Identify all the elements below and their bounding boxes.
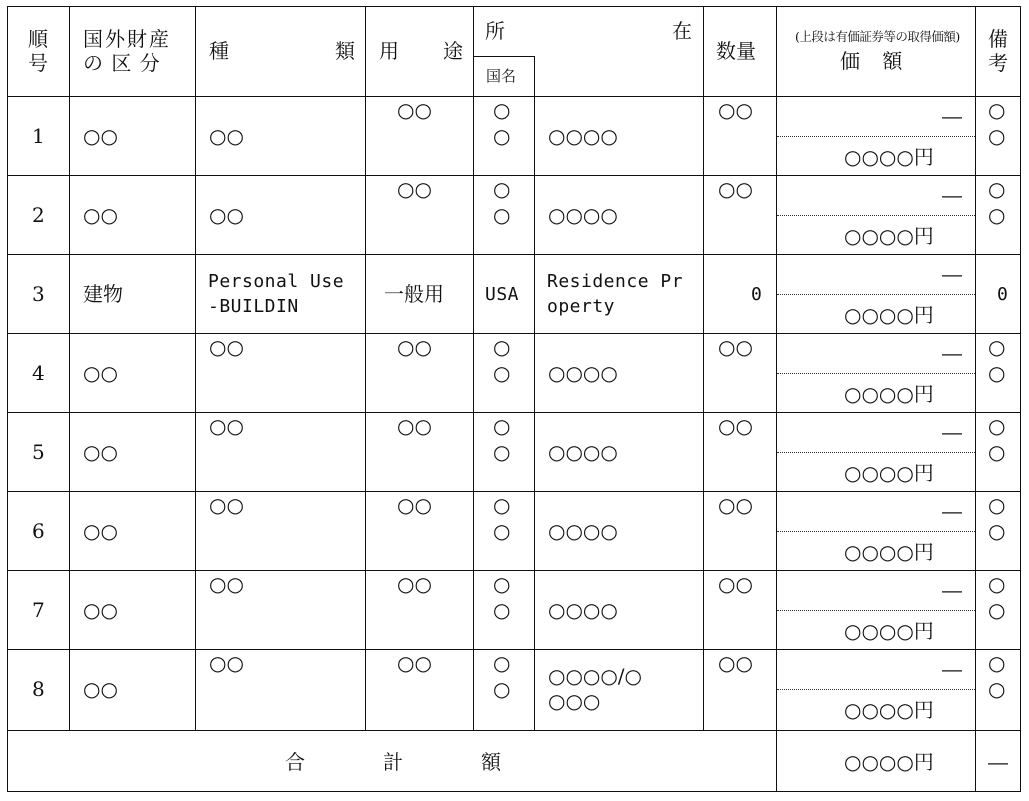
asset-use: ○○ bbox=[397, 335, 432, 359]
country-1: ○ bbox=[493, 493, 511, 517]
asset-location: ○○○○ bbox=[548, 361, 618, 385]
price-divider bbox=[777, 689, 975, 690]
total-label-2: 計 bbox=[383, 750, 403, 774]
column-line bbox=[365, 6, 366, 730]
remarks: 0 bbox=[997, 284, 1009, 305]
country-2: ○ bbox=[493, 361, 511, 385]
acquisition-price: ― bbox=[942, 262, 962, 286]
asset-location-2: operty bbox=[547, 296, 616, 317]
row-line bbox=[7, 570, 1021, 571]
asset-location: ○○○○ bbox=[548, 124, 618, 148]
row-number: 5 bbox=[32, 440, 45, 464]
remarks-1: ○ bbox=[988, 651, 1006, 675]
remarks-1: ○ bbox=[988, 572, 1006, 596]
acquisition-price: ― bbox=[942, 420, 962, 444]
asset-location-1: Residence Pr bbox=[547, 271, 684, 292]
header-use bbox=[379, 40, 463, 62]
asset-kind: ○○ bbox=[209, 493, 244, 517]
asset-category: ○○ bbox=[83, 677, 118, 701]
country-1: ○ bbox=[493, 414, 511, 438]
column-line bbox=[195, 6, 196, 730]
total-remarks: ― bbox=[988, 750, 1008, 774]
row-number: 4 bbox=[32, 361, 45, 385]
row-number: 7 bbox=[32, 598, 45, 622]
row-number: 3 bbox=[32, 282, 45, 306]
country-2: ○ bbox=[493, 519, 511, 543]
header-location-a: 所 bbox=[485, 19, 505, 43]
asset-quantity: 0 bbox=[751, 284, 763, 305]
column-line bbox=[703, 6, 704, 730]
row-line bbox=[7, 491, 1021, 492]
acquisition-price: ― bbox=[942, 499, 962, 523]
row-number: 2 bbox=[32, 203, 45, 227]
asset-use: 一般用 bbox=[384, 282, 444, 306]
remarks-2: ○ bbox=[988, 361, 1006, 385]
row-number: 8 bbox=[32, 677, 45, 701]
country-2: ○ bbox=[493, 203, 511, 227]
asset-category: ○○ bbox=[83, 440, 118, 464]
column-line bbox=[69, 6, 70, 730]
asset-use: ○○ bbox=[397, 572, 432, 596]
price-divider bbox=[777, 373, 975, 374]
country-1: ○ bbox=[493, 98, 511, 122]
asset-quantity: ○○ bbox=[718, 651, 753, 675]
asset-kind-2: -BUILDIN bbox=[208, 296, 299, 317]
country-2: ○ bbox=[493, 124, 511, 148]
price-column-line bbox=[776, 6, 777, 792]
header-use-a: 用 bbox=[379, 39, 399, 63]
asset-use: ○○ bbox=[397, 651, 432, 675]
acquisition-price: ― bbox=[942, 657, 962, 681]
country-column-line bbox=[534, 56, 535, 730]
country-2: ○ bbox=[493, 598, 511, 622]
asset-use: ○○ bbox=[397, 414, 432, 438]
price-divider bbox=[777, 215, 975, 216]
remarks-2: ○ bbox=[988, 440, 1006, 464]
price-divider bbox=[777, 294, 975, 295]
table-border-left bbox=[7, 6, 8, 792]
country-1: ○ bbox=[493, 651, 511, 675]
asset-use: ○○ bbox=[397, 98, 432, 122]
header-bottom-line bbox=[7, 96, 1021, 97]
total-top-line bbox=[7, 730, 1021, 731]
asset-location-2: ○○○ bbox=[548, 689, 601, 713]
remarks-2: ○ bbox=[988, 124, 1006, 148]
remarks-1: ○ bbox=[988, 493, 1006, 517]
remarks-column-line bbox=[975, 6, 976, 792]
header-remarks-1: 備 bbox=[988, 27, 1008, 51]
asset-kind: ○○ bbox=[209, 335, 244, 359]
table-border-top bbox=[7, 6, 1021, 7]
asset-quantity: ○○ bbox=[718, 177, 753, 201]
price-divider bbox=[777, 531, 975, 532]
header-seq-2: 号 bbox=[28, 51, 48, 75]
asset-location: ○○○○ bbox=[548, 519, 618, 543]
asset-price: ○○○○円 bbox=[844, 461, 934, 485]
total-label bbox=[285, 751, 501, 773]
header-category-1: 国外財産 bbox=[83, 27, 171, 51]
header-kind bbox=[209, 40, 355, 62]
asset-category: ○○ bbox=[83, 361, 118, 385]
acquisition-price: ― bbox=[942, 341, 962, 365]
column-line bbox=[473, 6, 474, 730]
asset-category: 建物 bbox=[83, 282, 123, 306]
asset-price: ○○○○円 bbox=[844, 382, 934, 406]
acquisition-price: ― bbox=[942, 104, 962, 128]
country-2: ○ bbox=[493, 677, 511, 701]
header-location-b: 在 bbox=[672, 19, 692, 43]
asset-category: ○○ bbox=[83, 519, 118, 543]
asset-quantity: ○○ bbox=[718, 493, 753, 517]
total-label-1: 合 bbox=[285, 750, 305, 774]
country-subheader-line bbox=[473, 56, 534, 57]
row-number: 6 bbox=[32, 519, 45, 543]
header-use-b: 途 bbox=[443, 39, 463, 63]
header-category-2: の 区 分 bbox=[83, 51, 161, 75]
header-location bbox=[485, 20, 692, 42]
acquisition-price: ― bbox=[942, 578, 962, 602]
asset-category: ○○ bbox=[83, 203, 118, 227]
acquisition-price: ― bbox=[942, 183, 962, 207]
asset-quantity: ○○ bbox=[718, 414, 753, 438]
asset-price: ○○○○円 bbox=[844, 540, 934, 564]
header-seq-1: 順 bbox=[28, 27, 48, 51]
total-label-3: 額 bbox=[481, 750, 501, 774]
asset-price: ○○○○円 bbox=[844, 698, 934, 722]
header-remarks-2: 考 bbox=[988, 51, 1008, 75]
asset-location: ○○○○ bbox=[548, 440, 618, 464]
asset-kind: ○○ bbox=[209, 203, 244, 227]
asset-kind: ○○ bbox=[209, 651, 244, 675]
asset-kind: ○○ bbox=[209, 124, 244, 148]
country-1: ○ bbox=[493, 335, 511, 359]
header-price-note: (上段は有価証券等の取得価額) bbox=[795, 29, 960, 44]
asset-category: ○○ bbox=[83, 124, 118, 148]
row-line bbox=[7, 333, 1021, 334]
country-1: ○ bbox=[493, 572, 511, 596]
remarks-2: ○ bbox=[988, 519, 1006, 543]
remarks-1: ○ bbox=[988, 177, 1006, 201]
asset-quantity: ○○ bbox=[718, 98, 753, 122]
asset-quantity: ○○ bbox=[718, 335, 753, 359]
remarks-2: ○ bbox=[988, 598, 1006, 622]
remarks-2: ○ bbox=[988, 203, 1006, 227]
header-country: 国名 bbox=[486, 67, 517, 85]
asset-price: ○○○○円 bbox=[844, 224, 934, 248]
total-price: ○○○○円 bbox=[844, 750, 934, 774]
remarks-1: ○ bbox=[988, 335, 1006, 359]
price-divider bbox=[777, 452, 975, 453]
price-divider bbox=[777, 610, 975, 611]
table-border-bottom bbox=[7, 791, 1021, 792]
asset-use: ○○ bbox=[397, 177, 432, 201]
asset-location: ○○○○ bbox=[548, 598, 618, 622]
asset-kind: ○○ bbox=[209, 572, 244, 596]
country: USA bbox=[485, 284, 520, 305]
asset-category: ○○ bbox=[83, 598, 118, 622]
row-line bbox=[7, 649, 1021, 650]
header-quantity: 数量 bbox=[716, 39, 756, 63]
asset-quantity: ○○ bbox=[718, 572, 753, 596]
asset-price: ○○○○円 bbox=[844, 619, 934, 643]
remarks-1: ○ bbox=[988, 414, 1006, 438]
country-2: ○ bbox=[493, 440, 511, 464]
asset-use: ○○ bbox=[397, 493, 432, 517]
asset-price: ○○○○円 bbox=[844, 303, 934, 327]
header-kind-b: 類 bbox=[335, 39, 355, 63]
row-line bbox=[7, 254, 1021, 255]
row-line bbox=[7, 175, 1021, 176]
asset-location-1: ○○○○/○ bbox=[548, 664, 642, 688]
asset-kind-1: Personal Use bbox=[208, 271, 345, 292]
asset-price: ○○○○円 bbox=[844, 145, 934, 169]
asset-statement-table bbox=[7, 6, 1021, 792]
header-kind-a: 種 bbox=[209, 39, 229, 63]
country-1: ○ bbox=[493, 177, 511, 201]
table-border-right bbox=[1020, 6, 1021, 792]
remarks-1: ○ bbox=[988, 98, 1006, 122]
asset-kind: ○○ bbox=[209, 414, 244, 438]
header-price: 価 額 bbox=[840, 49, 911, 73]
remarks-2: ○ bbox=[988, 677, 1006, 701]
row-line bbox=[7, 412, 1021, 413]
price-divider bbox=[777, 136, 975, 137]
row-number: 1 bbox=[32, 124, 45, 148]
asset-location: ○○○○ bbox=[548, 203, 618, 227]
